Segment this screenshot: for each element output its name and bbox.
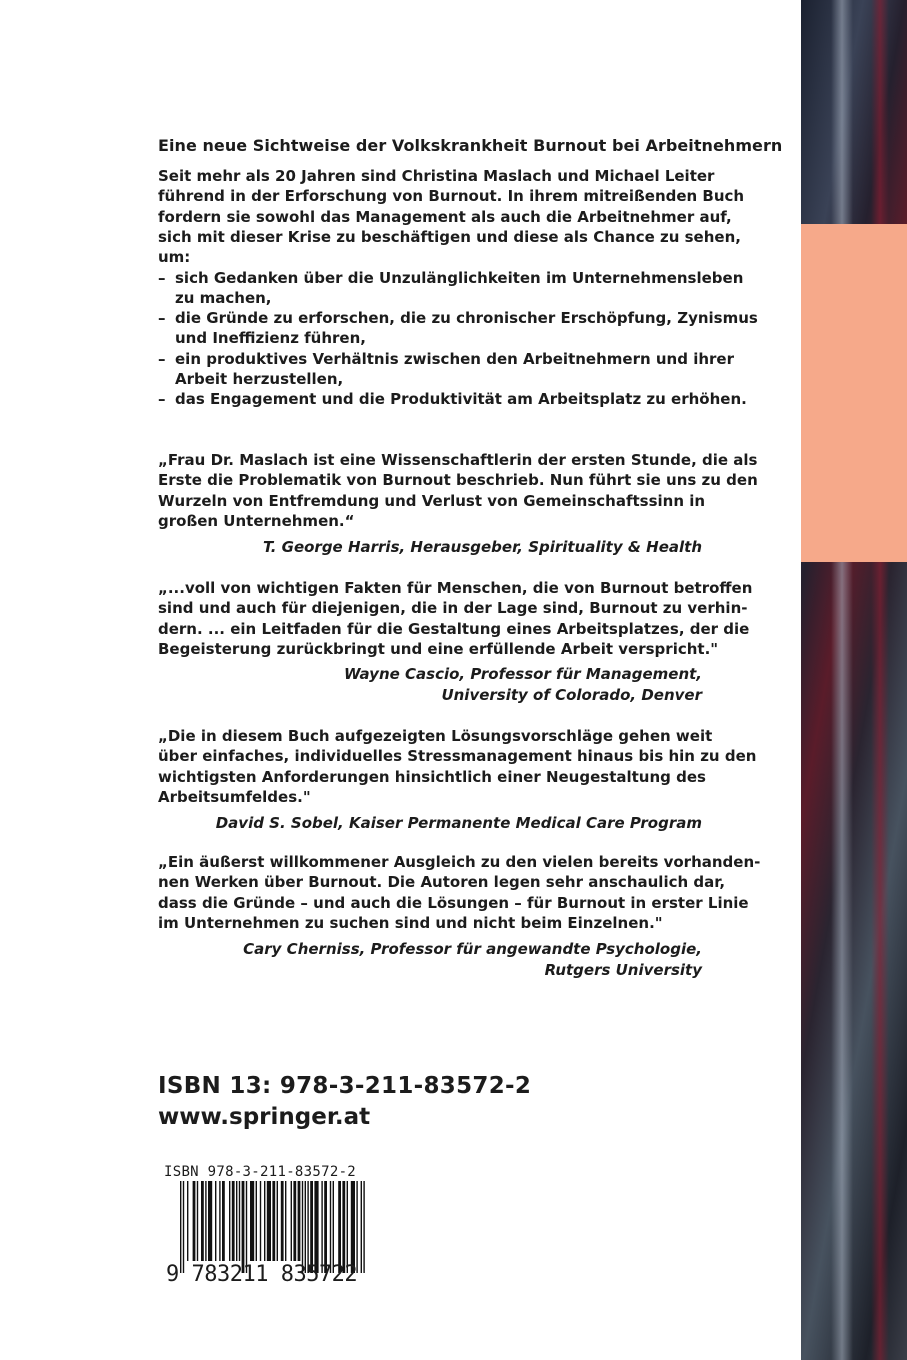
quote-line: dass die Gründe – und auch die Lösungen – für Burnout in erster Linie <box>158 893 749 912</box>
barcode-bar <box>187 1181 188 1261</box>
quote-attribution <box>243 939 702 981</box>
headline: Eine neue Sichtweise der Volkskrankheit Burnout bei Arbeitnehmern <box>158 136 783 155</box>
barcode-bar <box>314 1181 318 1273</box>
barcode-bar <box>208 1181 212 1261</box>
barcode-bar <box>361 1181 362 1273</box>
barcode-bar <box>239 1181 240 1261</box>
barcode-bar <box>236 1181 237 1261</box>
intro-line: Seit mehr als 20 Jahren sind Christina Maslach und Michael Leiter <box>158 167 715 185</box>
accent-band <box>801 224 907 562</box>
quote-line: Arbeitsumfeldes." <box>158 787 311 806</box>
bullet-dash: – <box>158 309 166 327</box>
barcode-bar <box>205 1181 206 1261</box>
barcode-bar <box>307 1181 308 1273</box>
barcode-bar <box>338 1181 341 1273</box>
quote-line: „Die in diesem Buch aufgezeigten Lösungsvorschläge gehen weit <box>158 727 713 745</box>
barcode-bar <box>232 1181 235 1261</box>
barcode-bar <box>298 1181 301 1261</box>
intro-line: führend in der Erforschung von Burnout. In ihrem mitreißenden Buch <box>158 187 745 206</box>
intro-line: sich mit dieser Krise zu beschäftigen und diese als Chance zu sehen, <box>158 227 741 246</box>
quote-line: über einfaches, individuelles Stressmanagement hinaus bis hin zu den <box>158 747 757 766</box>
attribution-line: University of Colorado, Denver <box>441 686 702 704</box>
barcode-bar <box>342 1181 345 1273</box>
intro-paragraph <box>158 166 744 267</box>
barcode-bar <box>180 1181 181 1273</box>
bullet-dash: – <box>158 390 166 408</box>
barcode-bar <box>256 1181 257 1261</box>
bullet-line: Arbeit herzustellen, <box>175 369 344 388</box>
attribution-line: Wayne Cascio, Professor für Management, <box>343 665 702 683</box>
barcode-bar <box>201 1181 204 1261</box>
barcode-bar <box>264 1181 265 1261</box>
barcode-digits: 9 783211 835722 <box>166 1262 358 1287</box>
cover-edge-strip <box>801 0 907 1360</box>
barcode-bar <box>333 1181 334 1273</box>
bullet-line: zu machen, <box>175 288 272 307</box>
barcode-bar <box>229 1181 230 1261</box>
barcode-bar <box>302 1181 303 1273</box>
barcode-icon <box>180 1181 365 1273</box>
isbn-number: ISBN 13: 978-3-211-83572-2 <box>158 1073 532 1099</box>
barcode-bar <box>281 1181 284 1261</box>
quote-line: „...voll von wichtigen Fakten für Menschen, die von Burnout betroffen <box>158 579 753 597</box>
barcode-bar <box>277 1181 278 1261</box>
attribution-line: T. George Harris, Herausgeber, Spirituality & Health <box>263 538 702 556</box>
barcode-bar <box>293 1181 296 1261</box>
barcode-bar <box>347 1181 348 1273</box>
intro-line: um: <box>158 248 191 267</box>
quote-line: „Frau Dr. Maslach ist eine Wissenschaftlerin der ersten Stunde, die als <box>158 451 758 469</box>
attribution-line: Cary Cherniss, Professor für angewandte Psychologie, <box>243 940 702 958</box>
quote-line: Erste die Problematik von Burnout beschrieb. Nun führt sie uns zu den <box>158 471 758 490</box>
bullet-line: ein produktives Verhältnis zwischen den Arbeitnehmern und ihrer <box>175 349 734 368</box>
quote-text <box>158 578 752 659</box>
quote-line: wichtigsten Anforderungen hinsichtlich einer Neugestaltung des <box>158 767 706 786</box>
barcode-bar <box>193 1181 196 1261</box>
bullet-dash: – <box>158 349 166 368</box>
fabric-fold-red <box>871 0 889 1360</box>
barcode-bar <box>310 1181 313 1273</box>
bullet-line: das Engagement und die Produktivität am Arbeitsplatz zu erhöhen. <box>175 390 747 408</box>
barcode-bar <box>242 1181 245 1273</box>
barcode-bar <box>330 1181 331 1273</box>
attribution-line: David S. Sobel, Kaiser Permanente Medical Care Program <box>215 814 702 832</box>
attribution-line: Rutgers University <box>544 961 702 979</box>
bullet-dash: – <box>158 268 166 287</box>
barcode-bar <box>363 1181 364 1273</box>
barcode-bar <box>215 1181 216 1261</box>
barcode-bar <box>267 1181 271 1261</box>
barcode-bar <box>285 1181 286 1261</box>
quote-text <box>158 726 756 807</box>
bullet-line: sich Gedanken über die Unzulänglichkeiten im Unternehmensleben <box>175 268 744 287</box>
barcode-bar <box>250 1181 254 1261</box>
quote-attribution <box>263 537 702 558</box>
barcode-bar <box>321 1181 322 1273</box>
intro-line: fordern sie sowohl das Management als auch die Arbeitnehmer auf, <box>158 207 732 226</box>
quote-text <box>158 450 758 531</box>
barcode-bar <box>222 1181 225 1261</box>
publisher-url: www.springer.at <box>158 1104 371 1130</box>
barcode-bar <box>291 1181 292 1261</box>
barcode-isbn-text: ISBN 978-3-211-83572-2 <box>164 1164 357 1180</box>
quote-text <box>158 852 760 933</box>
barcode-bar <box>356 1181 357 1273</box>
quote-line: dern. ... ein Leitfaden für die Gestaltung eines Arbeitsplatzes, der die <box>158 619 750 638</box>
bullet-line: und Ineffizienz führen, <box>175 329 366 348</box>
quote-line: „Ein äußerst willkommener Ausgleich zu den vielen bereits vorhanden- <box>158 853 761 871</box>
barcode-bar <box>183 1181 184 1273</box>
quote-attribution <box>216 813 702 834</box>
barcode-bar <box>197 1181 198 1261</box>
barcode-bar <box>272 1181 275 1261</box>
quote-line: Begeisterung zurückbringt und eine erfüllende Arbeit verspricht." <box>158 639 719 658</box>
quote-line: nen Werken über Burnout. Die Autoren legen sehr anschaulich dar, <box>158 873 726 892</box>
quote-attribution <box>344 664 702 706</box>
barcode-bar <box>219 1181 220 1261</box>
barcode-bar <box>246 1181 247 1273</box>
quote-line: Wurzeln von Entfremdung und Verlust von Gemeinschaftssinn in <box>158 491 706 510</box>
barcode-bar <box>260 1181 261 1261</box>
barcode-bar <box>324 1181 327 1273</box>
barcode-bar <box>351 1181 355 1273</box>
fabric-fold-highlight <box>831 0 853 1360</box>
barcode-bar <box>305 1181 306 1273</box>
quote-line: großen Unternehmen.“ <box>158 511 355 530</box>
quote-line: im Unternehmen zu suchen sind und nicht beim Einzelnen." <box>158 913 663 932</box>
quote-line: sind und auch für diejenigen, die in der Lage sind, Burnout zu verhin- <box>158 599 748 618</box>
bullet-line: die Gründe zu erforschen, die zu chronischer Erschöpfung, Zynismus <box>175 309 758 327</box>
